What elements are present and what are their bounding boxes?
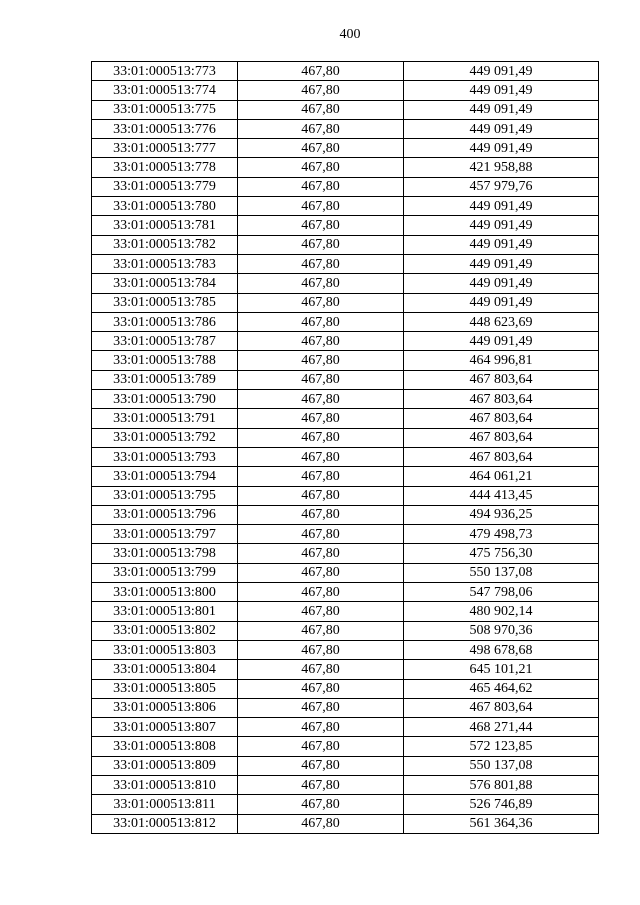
area-cell: 467,80 [238, 718, 404, 737]
value-cell: 449 091,49 [404, 332, 599, 351]
cadastral-number-cell: 33:01:000513:793 [92, 447, 238, 466]
table-row [92, 756, 599, 775]
area-cell: 467,80 [238, 428, 404, 447]
cadastral-number-cell: 33:01:000513:811 [92, 795, 238, 814]
value-cell: 421 958,88 [404, 158, 599, 177]
cadastral-number-cell: 33:01:000513:802 [92, 621, 238, 640]
table-row [92, 428, 599, 447]
table-row [92, 544, 599, 563]
area-cell: 467,80 [238, 177, 404, 196]
area-cell: 467,80 [238, 158, 404, 177]
table-row [92, 351, 599, 370]
area-cell: 467,80 [238, 100, 404, 119]
cadastral-number-cell: 33:01:000513:774 [92, 81, 238, 100]
area-cell: 467,80 [238, 235, 404, 254]
table-row [92, 660, 599, 679]
cadastral-number-cell: 33:01:000513:773 [92, 62, 238, 81]
value-cell: 449 091,49 [404, 293, 599, 312]
cadastral-number-cell: 33:01:000513:803 [92, 640, 238, 659]
cadastral-number-cell: 33:01:000513:783 [92, 254, 238, 273]
value-cell: 449 091,49 [404, 254, 599, 273]
cadastral-number-cell: 33:01:000513:785 [92, 293, 238, 312]
table-row [92, 81, 599, 100]
cadastral-number-cell: 33:01:000513:808 [92, 737, 238, 756]
table-row [92, 177, 599, 196]
cadastral-number-cell: 33:01:000513:789 [92, 370, 238, 389]
cadastral-number-cell: 33:01:000513:776 [92, 119, 238, 138]
area-cell: 467,80 [238, 447, 404, 466]
value-cell: 449 091,49 [404, 119, 599, 138]
area-cell: 467,80 [238, 409, 404, 428]
area-cell: 467,80 [238, 370, 404, 389]
value-cell: 480 902,14 [404, 602, 599, 621]
cadastral-number-cell: 33:01:000513:806 [92, 698, 238, 717]
value-cell: 444 413,45 [404, 486, 599, 505]
cadastral-number-cell: 33:01:000513:795 [92, 486, 238, 505]
table-row [92, 718, 599, 737]
table-row [92, 390, 599, 409]
cadastral-number-cell: 33:01:000513:786 [92, 312, 238, 331]
cadastral-number-cell: 33:01:000513:804 [92, 660, 238, 679]
cadastral-number-cell: 33:01:000513:790 [92, 390, 238, 409]
table-row [92, 274, 599, 293]
area-cell: 467,80 [238, 197, 404, 216]
area-cell: 467,80 [238, 351, 404, 370]
table-body [92, 62, 599, 834]
value-cell: 464 996,81 [404, 351, 599, 370]
value-cell: 467 803,64 [404, 698, 599, 717]
table-row [92, 583, 599, 602]
table-row [92, 602, 599, 621]
area-cell: 467,80 [238, 640, 404, 659]
table-row [92, 447, 599, 466]
value-cell: 449 091,49 [404, 274, 599, 293]
area-cell: 467,80 [238, 621, 404, 640]
area-cell: 467,80 [238, 679, 404, 698]
value-cell: 449 091,49 [404, 100, 599, 119]
cadastral-number-cell: 33:01:000513:787 [92, 332, 238, 351]
value-cell: 550 137,08 [404, 756, 599, 775]
cadastral-number-cell: 33:01:000513:809 [92, 756, 238, 775]
area-cell: 467,80 [238, 698, 404, 717]
area-cell: 467,80 [238, 216, 404, 235]
value-cell: 448 623,69 [404, 312, 599, 331]
value-cell: 467 803,64 [404, 428, 599, 447]
area-cell: 467,80 [238, 756, 404, 775]
table-row [92, 486, 599, 505]
table-row [92, 158, 599, 177]
table-row [92, 100, 599, 119]
cadastral-number-cell: 33:01:000513:778 [92, 158, 238, 177]
value-cell: 498 678,68 [404, 640, 599, 659]
value-cell: 457 979,76 [404, 177, 599, 196]
value-cell: 464 061,21 [404, 467, 599, 486]
area-cell: 467,80 [238, 486, 404, 505]
value-cell: 572 123,85 [404, 737, 599, 756]
cadastral-number-cell: 33:01:000513:799 [92, 563, 238, 582]
cadastral-number-cell: 33:01:000513:807 [92, 718, 238, 737]
table-row [92, 525, 599, 544]
table-row [92, 679, 599, 698]
value-cell: 475 756,30 [404, 544, 599, 563]
value-cell: 467 803,64 [404, 447, 599, 466]
value-cell: 449 091,49 [404, 139, 599, 158]
area-cell: 467,80 [238, 274, 404, 293]
value-cell: 550 137,08 [404, 563, 599, 582]
cadastral-number-cell: 33:01:000513:775 [92, 100, 238, 119]
value-cell: 449 091,49 [404, 216, 599, 235]
value-cell: 449 091,49 [404, 62, 599, 81]
table-row [92, 139, 599, 158]
area-cell: 467,80 [238, 525, 404, 544]
table-row [92, 467, 599, 486]
table-row [92, 775, 599, 794]
area-cell: 467,80 [238, 81, 404, 100]
value-cell: 449 091,49 [404, 81, 599, 100]
table-row [92, 563, 599, 582]
value-cell: 547 798,06 [404, 583, 599, 602]
table-row [92, 216, 599, 235]
cadastral-number-cell: 33:01:000513:791 [92, 409, 238, 428]
value-cell: 467 803,64 [404, 390, 599, 409]
value-cell: 467 803,64 [404, 409, 599, 428]
table-row [92, 737, 599, 756]
cadastral-number-cell: 33:01:000513:784 [92, 274, 238, 293]
area-cell: 467,80 [238, 467, 404, 486]
table-row [92, 293, 599, 312]
area-cell: 467,80 [238, 390, 404, 409]
table-row [92, 640, 599, 659]
table-row [92, 505, 599, 524]
area-cell: 467,80 [238, 814, 404, 833]
area-cell: 467,80 [238, 583, 404, 602]
cadastral-number-cell: 33:01:000513:798 [92, 544, 238, 563]
value-cell: 576 801,88 [404, 775, 599, 794]
cadastral-number-cell: 33:01:000513:801 [92, 602, 238, 621]
page-number: 400 [339, 27, 361, 42]
table-row [92, 312, 599, 331]
area-cell: 467,80 [238, 563, 404, 582]
table-row [92, 62, 599, 81]
value-cell: 561 364,36 [404, 814, 599, 833]
value-cell: 449 091,49 [404, 197, 599, 216]
area-cell: 467,80 [238, 119, 404, 138]
data-table [91, 61, 599, 834]
area-cell: 467,80 [238, 602, 404, 621]
cadastral-number-cell: 33:01:000513:805 [92, 679, 238, 698]
value-cell: 494 936,25 [404, 505, 599, 524]
cadastral-number-cell: 33:01:000513:777 [92, 139, 238, 158]
table-row [92, 332, 599, 351]
area-cell: 467,80 [238, 544, 404, 563]
table-row [92, 119, 599, 138]
area-cell: 467,80 [238, 775, 404, 794]
table-row [92, 409, 599, 428]
value-cell: 508 970,36 [404, 621, 599, 640]
value-cell: 645 101,21 [404, 660, 599, 679]
area-cell: 467,80 [238, 332, 404, 351]
cadastral-number-cell: 33:01:000513:812 [92, 814, 238, 833]
table-row [92, 235, 599, 254]
cadastral-number-cell: 33:01:000513:810 [92, 775, 238, 794]
cadastral-number-cell: 33:01:000513:797 [92, 525, 238, 544]
cadastral-number-cell: 33:01:000513:792 [92, 428, 238, 447]
table-row [92, 621, 599, 640]
cadastral-number-cell: 33:01:000513:781 [92, 216, 238, 235]
value-cell: 449 091,49 [404, 235, 599, 254]
table-row [92, 370, 599, 389]
value-cell: 465 464,62 [404, 679, 599, 698]
cadastral-number-cell: 33:01:000513:782 [92, 235, 238, 254]
value-cell: 467 803,64 [404, 370, 599, 389]
area-cell: 467,80 [238, 312, 404, 331]
table-row [92, 795, 599, 814]
table-row [92, 254, 599, 273]
area-cell: 467,80 [238, 505, 404, 524]
value-cell: 468 271,44 [404, 718, 599, 737]
cadastral-number-cell: 33:01:000513:800 [92, 583, 238, 602]
table-row [92, 197, 599, 216]
area-cell: 467,80 [238, 737, 404, 756]
cadastral-number-cell: 33:01:000513:794 [92, 467, 238, 486]
cadastral-number-cell: 33:01:000513:780 [92, 197, 238, 216]
table-row [92, 814, 599, 833]
table-row [92, 698, 599, 717]
area-cell: 467,80 [238, 660, 404, 679]
area-cell: 467,80 [238, 62, 404, 81]
area-cell: 467,80 [238, 293, 404, 312]
cadastral-number-cell: 33:01:000513:788 [92, 351, 238, 370]
area-cell: 467,80 [238, 139, 404, 158]
cadastral-number-cell: 33:01:000513:779 [92, 177, 238, 196]
value-cell: 479 498,73 [404, 525, 599, 544]
cadastral-number-cell: 33:01:000513:796 [92, 505, 238, 524]
area-cell: 467,80 [238, 254, 404, 273]
value-cell: 526 746,89 [404, 795, 599, 814]
area-cell: 467,80 [238, 795, 404, 814]
